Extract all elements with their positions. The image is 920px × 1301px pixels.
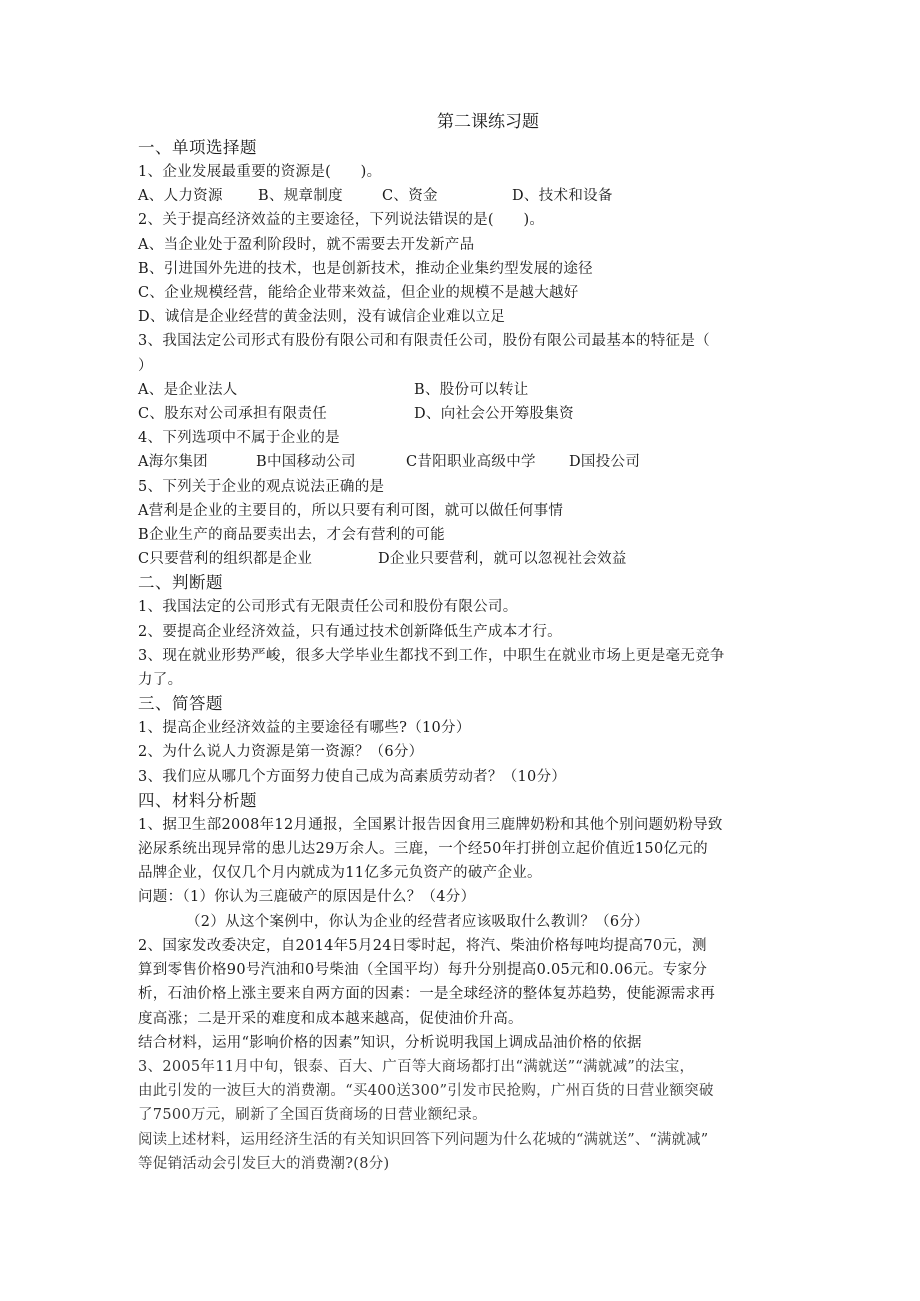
material-3-line: 3、2005年11月中旬，银泰、百大、广百等大商场都打出“满就送”“满就减”的法宝， <box>138 1058 695 1075</box>
material-2-question: 结合材料，运用“影响价格的因素”知识，分析说明我国上调成品油价格的依据 <box>138 1034 642 1051</box>
section-heading-true-false: 二、判断题 <box>138 573 223 593</box>
material-1-question-1: 问题：（1）你认为三鹿破产的原因是什么？（4分） <box>138 889 476 906</box>
material-1-question-2: （2）从这个案例中，你认为企业的经营者应该吸取什么教训？（6分） <box>186 913 650 930</box>
question-3-options-row-2 <box>138 402 818 426</box>
question-4: 4、下列选项中不属于企业的是 <box>138 430 340 447</box>
option-a: A、人力资源 <box>138 188 223 205</box>
option-a: A、当企业处于盈利阶段时，就不需要去开发新产品 <box>138 236 475 253</box>
section-heading-single-choice: 一、单项选择题 <box>138 138 257 157</box>
option-d: D国投公司 <box>569 454 641 471</box>
judgment-item-3-continued: 力了。 <box>138 672 183 689</box>
option-a: A营利是企业的主要目的，所以只要有利可图，就可以做任何事情 <box>138 502 564 519</box>
judgment-item-3: 3、现在就业形势严峻，很多大学毕业生都找不到工作，中职生在就业市场上更是毫无竞争 <box>138 647 725 664</box>
option-b: B企业生产的商品要卖出去，才会有营利的可能 <box>138 527 445 544</box>
question-5: 5、下列关于企业的观点说法正确的是 <box>138 478 385 495</box>
material-3-question: 阅读上述材料，运用经济生活的有关知识回答下列问题为什么花城的“满就送”、“满就减” <box>138 1131 709 1148</box>
option-c: C、股东对公司承担有限责任 <box>138 406 327 423</box>
material-1-line: 1、据卫生部2008年12月通报，全国累计报告因食用三鹿牌奶粉和其他个别问题奶粉导致 <box>138 816 723 833</box>
short-answer-2: 2、为什么说人力资源是第一资源？（6分） <box>138 744 424 761</box>
judgment-item-2: 2、要提高企业经济效益，只有通过技术创新降低生产成本才行。 <box>138 623 562 640</box>
option-b: B中国移动公司 <box>256 454 356 471</box>
option-b: B、规章制度 <box>258 188 343 205</box>
material-3-question-continued: 等促销活动会引发巨大的消费潮?(8分) <box>138 1155 390 1172</box>
short-answer-1: 1、提高企业经济效益的主要途径有哪些?（10分） <box>138 720 471 737</box>
page-title: 第二课练习题 <box>437 112 539 132</box>
short-answer-3: 3、我们应从哪几个方面努力使自己成为高素质劳动者？（10分） <box>138 768 567 785</box>
question-2: 2、关于提高经济效益的主要途径，下列说法错误的是( )。 <box>138 212 545 229</box>
question-1-options <box>138 184 818 208</box>
question-3-options-row-1 <box>138 378 818 402</box>
option-d: D、技术和设备 <box>512 188 613 205</box>
option-c: C只要营利的组织都是企业 <box>138 551 313 568</box>
material-2-line: 算到零售价格90号汽油和0号柴油（全国平均）每升分别提高0.05元和0.06元。专家分 <box>138 962 708 979</box>
option-d: D、向社会公开筹股集资 <box>414 406 574 423</box>
section-heading-short-answer: 三、简答题 <box>138 694 223 714</box>
question-3: 3、我国法定公司形式有股份有限公司和有限责任公司，股份有限公司最基本的特征是（ <box>138 333 710 350</box>
question-4-options <box>138 450 818 474</box>
question-1: 1、企业发展最重要的资源是( )。 <box>138 164 382 180</box>
option-c: C、企业规模经营，能给企业带来效益，但企业的规模不是越大越好 <box>138 285 579 302</box>
option-c: C、资金 <box>382 188 438 205</box>
material-2-line: 度高涨；二是开采的难度和成本越来越高，促使油价升高。 <box>138 1010 523 1027</box>
option-a: A海尔集团 <box>138 454 208 471</box>
material-2-line: 析，石油价格上涨主要来自两方面的因素：一是全球经济的整体复苏趋势，使能源需求再 <box>138 986 716 1003</box>
judgment-item-1: 1、我国法定的公司形式有无限责任公司和股份有限公司。 <box>138 599 518 616</box>
material-3-line: 由此引发的一波巨大的消费潮。“买400送300”引发市民抢购，广州百货的日营业额突破 <box>138 1083 714 1100</box>
question-3-continued: ） <box>138 357 153 374</box>
material-1-line: 泌尿系统出现异常的患儿达29万余人。三鹿，一个经50年打拼创立起价值近150亿元的 <box>138 841 708 858</box>
option-c: C昔阳职业高级中学 <box>406 454 536 471</box>
option-b: B、引进国外先进的技术，也是创新技术，推动企业集约型发展的途径 <box>138 260 593 277</box>
section-heading-material-analysis: 四、材料分析题 <box>138 790 257 810</box>
material-2-line: 2、国家发改委决定，自2014年5月24日零时起，将汽、柴油价格每吨均提高70元，测 <box>138 937 707 954</box>
option-d: D企业只要营利，就可以忽视社会效益 <box>378 551 627 568</box>
option-d: D、诚信是企业经营的黄金法则，没有诚信企业难以立足 <box>138 309 506 326</box>
material-1-line: 品牌企业，仅仅几个月内就成为11亿多元负资产的破产企业。 <box>138 865 542 882</box>
option-a: A、是企业法人 <box>138 381 238 398</box>
option-b: B、股份可以转让 <box>414 381 529 398</box>
material-3-line: 了7500万元，刷新了全国百货商场的日营业额纪录。 <box>138 1107 487 1124</box>
document-page <box>138 108 818 1176</box>
question-5-options-row <box>138 547 818 571</box>
